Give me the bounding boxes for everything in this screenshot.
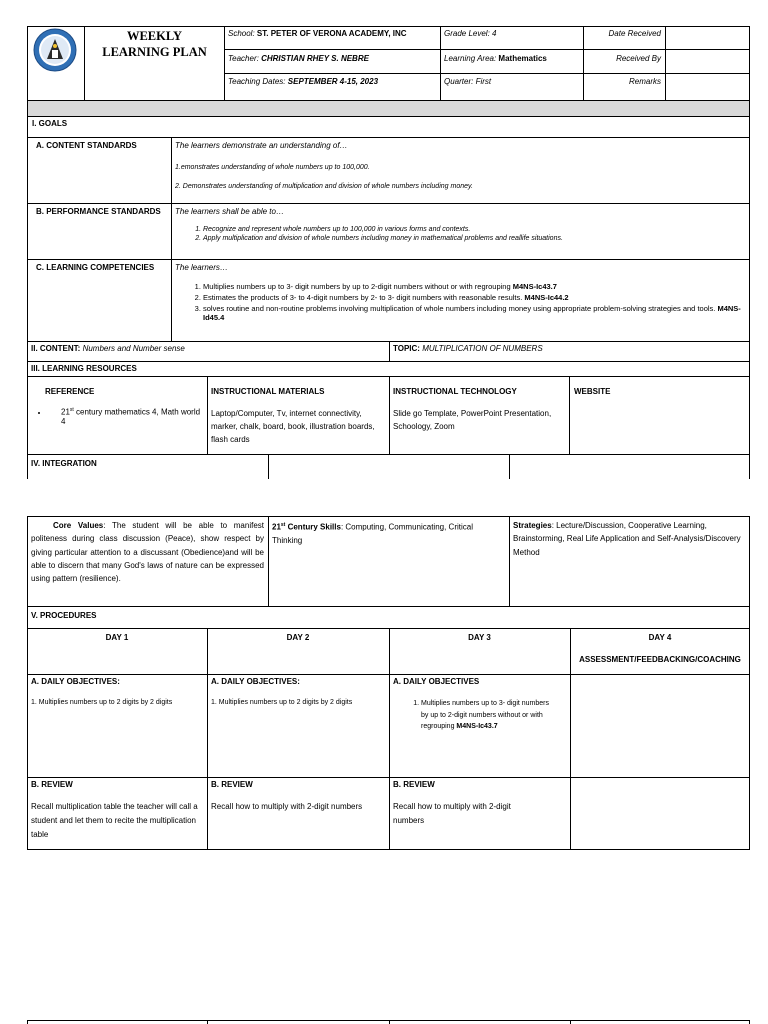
performance-list [175, 226, 745, 244]
school-label: School: [228, 29, 255, 38]
plan-title-line2: LEARNING PLAN [102, 45, 207, 59]
day-4-subheader: ASSESSMENT/FEEDBACKING/COACHING [579, 655, 741, 664]
skills-num: 21 [272, 522, 281, 532]
competency-code: M4NS-Ic44.2 [524, 293, 569, 302]
competency-text: solves routine and non-routine problems involving multiplication of whole numbers including money using appropriate problem-solving strategies and tools. [203, 304, 718, 313]
skills-text: : Computing, Communicating, Critical Thinking [272, 522, 473, 545]
dates-label: Teaching Dates: [228, 77, 286, 86]
day-3-review-text: Recall how to multiply with 2-digit numbers [393, 802, 511, 825]
competencies-list [175, 282, 745, 324]
strategies [513, 519, 745, 559]
materials-text: Laptop/Computer, Tv, internet connectivity, marker, chalk, board, book, illustration boards, flash cards [211, 409, 375, 444]
received-by-label: Received By [616, 54, 661, 63]
day-4-header: DAY 4 [648, 633, 672, 642]
learning-competencies-label: C. LEARNING COMPETENCIES [36, 263, 155, 272]
day-2-review-text: Recall how to multiply with 2-digit numbers [211, 802, 363, 811]
quarter-field [444, 77, 582, 86]
resources-heading: III. LEARNING RESOURCES [31, 364, 137, 373]
divider [224, 73, 750, 74]
competency-code: M4NS-Ic43.7 [512, 282, 557, 291]
divider [27, 777, 750, 778]
website-label: WEBSITE [574, 387, 611, 396]
school-field [228, 29, 438, 38]
procedures-heading-row [27, 607, 750, 629]
competencies-intro: The learners… [175, 263, 228, 272]
strategies-label: Strategies [513, 521, 552, 530]
divider [268, 455, 269, 479]
core-values-label: Core Values [53, 521, 104, 530]
competency-item [203, 282, 745, 291]
header-gray-band [27, 101, 750, 117]
strategies-text: : Lecture/Discussion, Cooperative Learning, Brainstorming, Real Life Application and Self-Analysis/Discovery Method [513, 521, 741, 557]
divider [509, 455, 510, 479]
day-3-objectives-label: A. DAILY OBJECTIVES [393, 677, 480, 686]
reference-list [31, 407, 203, 426]
reference-text: century mathematics 4, Math world 4 [61, 407, 201, 426]
teacher-value: CHRISTIAN RHEY S. NEBRE [261, 54, 369, 63]
day-1-objectives-text: 1. Multiplies numbers up to 2 digits by 2 digits [31, 699, 173, 706]
divider [389, 377, 390, 455]
day-3-objective [421, 698, 558, 733]
competency-text: Estimates the products of 3- to 4-digit numbers by 2- to 3- digit numbers with reasonable results. [203, 293, 525, 302]
grade-label: Grade Level: [444, 29, 490, 38]
day-2-header: DAY 2 [286, 633, 310, 642]
grade-field [444, 29, 582, 38]
competency-code: M4NS-Id45.4 [203, 304, 741, 322]
integration-heading: IV. INTEGRATION [31, 459, 97, 468]
divider [389, 342, 390, 362]
dates-value: SEPTEMBER 4-15, 2023 [287, 77, 379, 86]
goals-heading-row [27, 117, 750, 138]
competency-item [203, 293, 745, 302]
core-values-text: : The student will be able to manifest politeness during class discussion (Peace), show respect by giving particular attention to a discussant (Obedience)and will be able to discern that many God's laws of nature can be expressed using pattern (resilience). [31, 521, 265, 584]
day-3-header: DAY 3 [468, 633, 491, 642]
performance-standards-label: B. PERFORMANCE STANDARDS [36, 207, 161, 216]
performance-item: 2. Apply multiplication and division of whole numbers including money in mathematical problems and reallife situations. [203, 235, 745, 242]
content-intro: The learners demonstrate an understanding of… [175, 141, 348, 150]
divider [440, 26, 441, 101]
technology-text: Slide go Template, PowerPoint Presentation, Schoology, Zoom [393, 409, 552, 431]
reference-item [49, 407, 203, 426]
day-2-objectives-label: A. DAILY OBJECTIVES: [211, 677, 300, 686]
day-2-review-label: B. REVIEW [211, 780, 253, 789]
content-field [31, 344, 185, 353]
plan-title-line1: WEEKLY [126, 29, 183, 43]
quarter-label: Quarter: [444, 77, 474, 86]
century-skills [272, 519, 504, 547]
day-1-review-text: Recall multiplication table the teacher will call a student and let them to recite the multiplication table [31, 802, 198, 839]
area-value: Mathematics [498, 54, 547, 63]
goals-heading: I. GOALS [32, 119, 68, 128]
technology-label: INSTRUCTIONAL TECHNOLOGY [393, 387, 517, 396]
topic-field [393, 344, 543, 353]
area-field [444, 54, 582, 63]
procedures-heading: V. PROCEDURES [31, 611, 97, 620]
day-1-header: DAY 1 [105, 633, 129, 642]
school-value: ST. PETER OF VERONA ACADEMY, INC [256, 29, 407, 38]
core-values [31, 519, 264, 585]
content-standard-1: 1.emonstrates understanding of whole numbers up to 100,000. [175, 164, 370, 171]
day-3-objective-text: Multiplies numbers up to 3- digit numbers by up to 2-digit numbers without or with regrouping [421, 700, 550, 730]
divider [207, 377, 208, 455]
skills-sup: st [280, 522, 286, 528]
content-standards-label: A. CONTENT STANDARDS [36, 141, 137, 150]
divider [665, 26, 666, 101]
divider [389, 629, 390, 850]
competency-text: Multiplies numbers up to 3- digit numbers by up to 2-digit numbers without or with regrouping [203, 282, 513, 291]
divider [509, 516, 510, 607]
grade-value: 4 [492, 29, 497, 38]
materials-label: INSTRUCTIONAL MATERIALS [211, 387, 325, 396]
divider [569, 377, 570, 455]
performance-intro: The learners shall be able to… [175, 207, 284, 216]
content-label: II. CONTENT: [31, 344, 81, 353]
divider [27, 674, 750, 675]
remarks-label: Remarks [628, 77, 661, 86]
reference-sup: st [69, 407, 74, 413]
date-received-label: Date Received [608, 29, 661, 38]
day-3-review-label: B. REVIEW [393, 780, 435, 789]
teacher-label: Teacher: [228, 54, 259, 63]
day-3-objective-code: M4NS-Ic43.7 [456, 723, 498, 730]
day-1-review-label: B. REVIEW [31, 780, 73, 789]
teacher-field [228, 54, 438, 63]
divider [207, 629, 208, 850]
skills-label: Century Skills [285, 522, 341, 532]
dates-field [228, 77, 438, 86]
divider [570, 1020, 571, 1024]
reference-label: REFERENCE [45, 387, 95, 396]
performance-item: 1. Recognize and represent whole numbers up to 100,000 in various forms and contexts. [203, 226, 745, 233]
area-label: Learning Area: [444, 54, 497, 63]
plan-title [85, 28, 224, 60]
reference-num: 21 [61, 407, 70, 417]
day-3-objectives-list [393, 698, 558, 735]
divider [389, 1020, 390, 1024]
day-2-objectives-text: 1. Multiplies numbers up to 2 digits by 2 digits [211, 699, 353, 706]
integration-heading-row [27, 455, 750, 479]
content-standard-2: 2. Demonstrates understanding of multiplication and division of whole numbers including money. [175, 183, 473, 190]
divider [207, 1020, 208, 1024]
content-value: Numbers and Number sense [82, 344, 185, 353]
divider [224, 49, 750, 50]
school-logo [33, 28, 77, 72]
topic-value: MULTIPLICATION OF NUMBERS [422, 344, 543, 353]
divider [224, 26, 225, 101]
quarter-value: First [475, 77, 492, 86]
competency-item [203, 304, 745, 322]
day-1-objectives-label: A. DAILY OBJECTIVES: [31, 677, 120, 686]
topic-label: TOPIC: [393, 344, 420, 353]
divider [268, 516, 269, 607]
